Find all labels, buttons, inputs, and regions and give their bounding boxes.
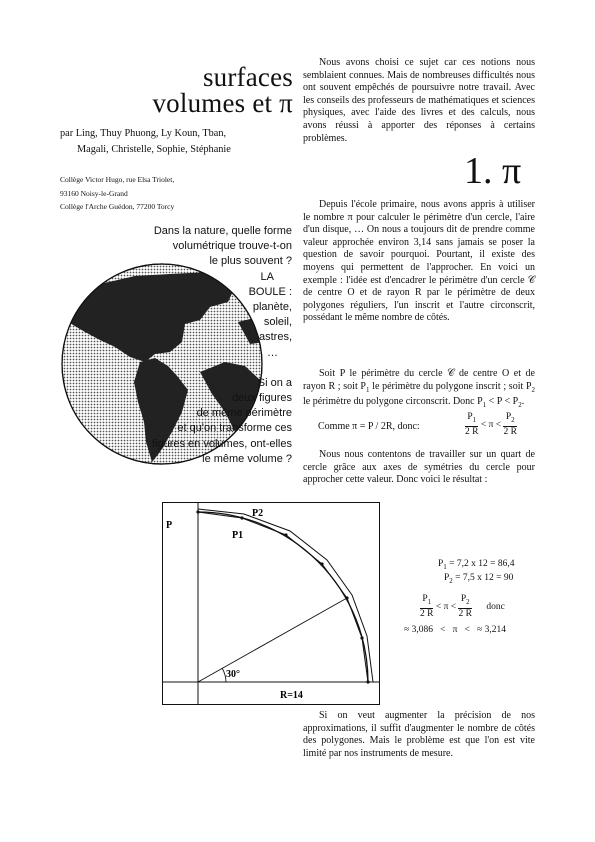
authors-line-2: Magali, Christelle, Sophie, Stéphanie <box>77 144 231 155</box>
fraction-p2-2r: $\frac{P_2}{2 R}$ <box>458 594 472 619</box>
question-line: le même volume ? <box>202 452 292 465</box>
question-line: le plus souvent ? <box>209 255 292 268</box>
label-p2: P2 <box>252 508 264 519</box>
title-line-1: surfaces <box>202 62 293 92</box>
authors-line-1: par Ling, Thuy Phuong, Ly Koun, Tban, <box>60 128 227 139</box>
circle-arc <box>198 512 368 682</box>
intro-question <box>52 224 292 467</box>
title-line-2: volumes et π <box>152 88 293 118</box>
school-line: Collège l'Arche Guédon, 77200 Torcy <box>60 202 175 211</box>
question-line: planète, <box>252 301 292 314</box>
comme-line: Comme π = P / 2R, donc: <box>318 421 420 432</box>
school-line: 93160 Noisy-le-Grand <box>60 188 128 198</box>
intro-paragraph: Nous avons choisi ce sujet car ces notions nous semblaient connues. Mais de nombreuses difficultés nous ont souvent empêchés de poursuivre notre travail. Avec les conseils des professeurs de mathématiques et sciences physiques, avec l'aide des livres et des calculs, nous avons réussi à apporter des réponses à certains problèmes. <box>303 57 535 144</box>
result-p2: $P_2 = 7,5$ x 12 = 90 <box>444 573 514 585</box>
school-line: Collège Victor Hugo, rue Elsa Triolet, <box>60 175 175 184</box>
question-line: LA <box>260 270 274 283</box>
question-line: Dans la nature, quelle forme <box>153 225 292 237</box>
result-p1: $P_1 = 7,2$ x 12 = 86,4 <box>438 559 515 571</box>
right-column <box>303 57 535 145</box>
pi-bound-formula: $\frac{P_1}{2 R}$ < π < $\frac{P_2}{2 R}$ <box>465 412 517 437</box>
label-p: P <box>166 520 173 531</box>
school-addresses <box>60 173 174 214</box>
paragraph-quarter-circle: Nous nous contentons de travailler sur un quart de cercle grâce aux axes de symétries du cercle pour approcher cette valeur. Donc voici le résultat : <box>303 449 535 486</box>
fraction-p1-2r: $\frac{P_1}{2 R}$ <box>420 594 434 619</box>
page-title <box>152 64 293 116</box>
fraction-p1-2r: $\frac{P_1}{2 R}$ <box>465 412 479 437</box>
donc-label: donc <box>486 602 505 613</box>
question-line: Si on a <box>257 376 292 389</box>
question-line: … <box>267 346 278 359</box>
inscribed-polygon <box>198 512 368 682</box>
radius-line <box>198 598 347 682</box>
question-line: de même périmètre <box>196 407 292 420</box>
label-angle: 30° <box>226 669 240 680</box>
pi-approximation: ≈ 3,086 < π < ≈ 3,214 <box>404 625 506 635</box>
fraction-p2-2r: $\frac{P_2}{2 R}$ <box>503 412 517 437</box>
question-line: soleil, <box>263 316 292 329</box>
authors <box>60 126 270 158</box>
diagram-frame <box>163 503 380 705</box>
pi-bound-formula-2: $\frac{P_1}{2 R}$ < π < $\frac{P_2}{2 R}$ donc <box>420 594 505 619</box>
paragraph-conclusion: Si on veut augmenter la précision de nos approximations, il suffit d'augmenter le nombre de côtés des polygones. Mais le problème est que l'on est vite limité par nos instruments de mesure. <box>303 710 535 759</box>
label-radius: R=14 <box>280 690 303 701</box>
paragraph-perimeters: Soit P le périmètre du cercle 𝒞 de centre O et de rayon R ; soit $P_1$ le périmètre du polygone inscrit ; soit $P_2$ le périmètre du polygone circonscrit. Donc $P_1 < P < P_2$. <box>303 368 536 410</box>
question-line: deux figures <box>232 392 292 405</box>
question-line: et qu'on transforme ces <box>177 422 292 435</box>
question-line <box>52 361 292 376</box>
question-line: volumétrique trouve-t-on <box>172 240 292 253</box>
paragraph-pi-approx: Depuis l'école primaire, nous avons appris à utiliser le nombre π pour calculer le périmètre d'un cercle, l'aire d'un disque, … On nous a toujours dit de prendre comme valeur approchée environ 3,14 sans jamais se poser la question de savoir pourquoi. Pourtant, il existe des moyens qui permettent de l'approcher. En voici un exemple : l'idée est d'encadrer le périmètre d'un cercle 𝒞 de centre O et de rayon R par le périmètre de deux polygones réguliers, l'un inscrit et l'autre circonscrit, possédant le même nombre de côtés. <box>303 199 535 324</box>
question-line: figures en volumes, ont-elles <box>151 437 292 450</box>
section-title-pi: 1. π <box>464 150 522 192</box>
question-line: astres, <box>258 331 292 344</box>
question-line: BOULE : <box>248 285 292 298</box>
quarter-circle-diagram <box>162 502 380 705</box>
label-p1: P1 <box>232 530 244 541</box>
